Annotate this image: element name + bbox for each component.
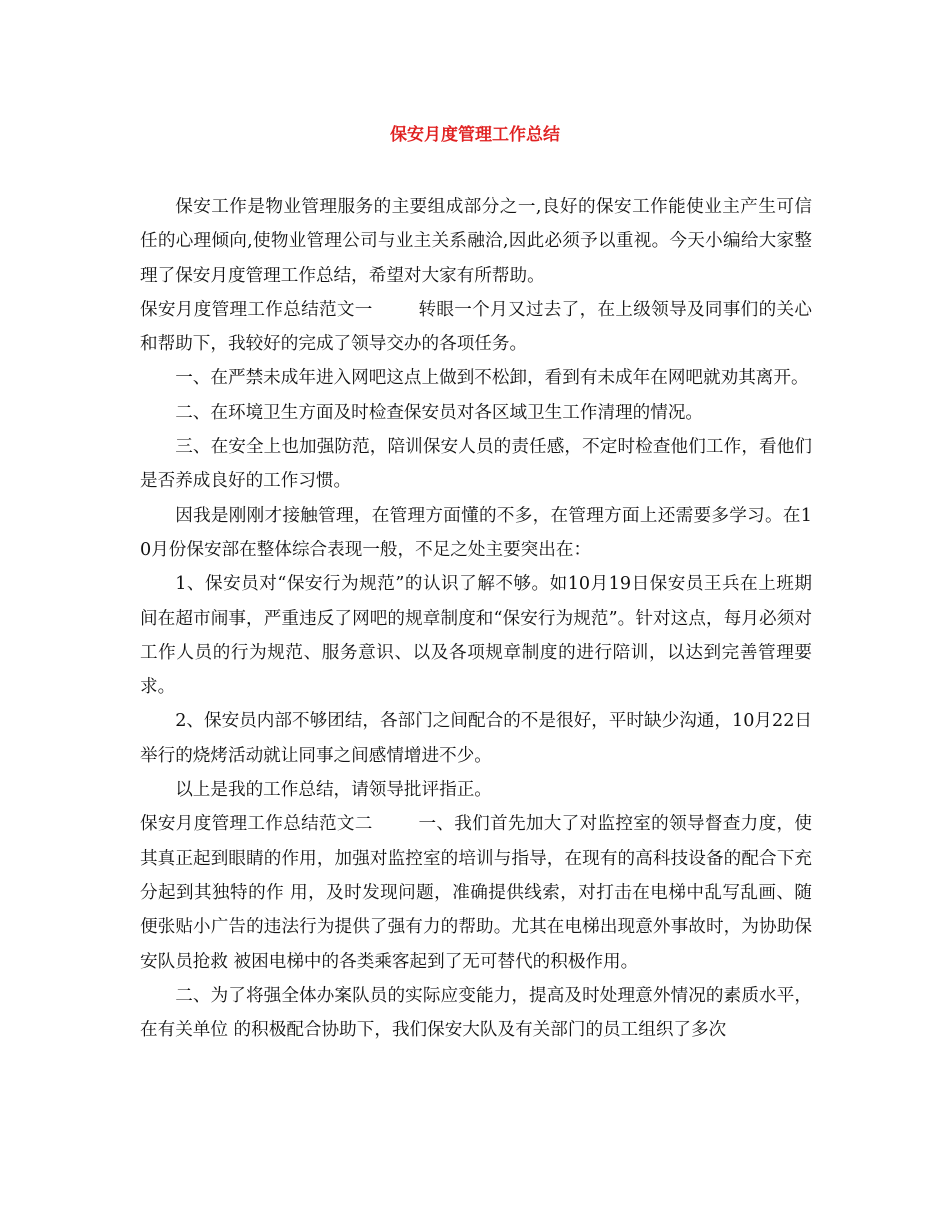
paragraph-item-3: 三、在安全上也加强防范，陪训保安人员的责任感，不定时检查他们工作，看他们是否养成良好的工作习惯。 (140, 437, 812, 492)
paragraph-issue-1: 1、保安员对“保安行为规范”的认识了解不够。如10月19日保安员王兵在上班期间在超市闹事，严重违反了网吧的规章制度和“保安行为规范”。针对这点，每月必须对工作人员的行为规范、服务意识、以及各项规章制度的进行陪训，以达到完善管理要求。 (140, 574, 812, 698)
paragraph-issue-2: 2、保安员内部不够团结，各部门之间配合的不是很好，平时缺少沟通，10月22日举行的烧烤活动就让同事之间感情增进不少。 (140, 711, 812, 766)
document-title: 保安月度管理工作总结 (390, 125, 560, 145)
paragraph-closing: 以上是我的工作总结，请领导批评指正。 (175, 780, 492, 801)
document-body (140, 190, 812, 1047)
paragraph-reflection: 因我是刚刚才接触管理，在管理方面懂的不多，在管理方面上还需要多学习。在10月份保安部在整体综合表现一般，不足之处主要突出在： (140, 505, 812, 560)
sample-one-text: 转眼一个月又过去了，在上级领导及同事们的关心和帮助下，我较好的完成了领导交办的各项任务。 (140, 299, 812, 355)
paragraph-intro: 保安工作是物业管理服务的主要组成部分之一,良好的保安工作能使业主产生可信任的心理倾向,使物业管理公司与业主关系融洽,因此必须予以重视。今天小编给大家整理了保安月度管理工作总结，希望对大家有所帮助。 (140, 197, 812, 286)
paragraph-item-1: 一、在严禁未成年进入网吧这点上做到不松卸，看到有未成年在网吧就劝其离开。 (175, 368, 809, 389)
paragraph-item-2: 二、在环境卫生方面及时检查保安员对各区域卫生工作清理的情况。 (175, 402, 704, 423)
paragraph-sample-two (140, 807, 812, 978)
sample-one-heading: 保安月度管理工作总结范文一 (140, 299, 373, 320)
sample-two-heading: 保安月度管理工作总结范文二 (140, 814, 373, 835)
paragraph-sample-one (140, 293, 812, 362)
sample-two-text: 一、我们首先加大了对监控室的领导督查力度，使其真正起到眼睛的作用，加强对监控室的培训与指导，在现有的高科技设备的配合下充分起到其独特的作 用，及时发现问题，准确提供线索，对打击在电梯中乱写乱画、随便张贴小广告的违法行为提供了强有力的帮助。尤其在电梯出现意外事故时，为协助保安队员抢救 被困电梯中的各类乘客起到了无可替代的积极作用。 (140, 814, 812, 972)
paragraph-sample-two-item-2: 二、为了将强全体办案队员的实际应变能力，提高及时处理意外情况的素质水平，在有关单位 的积极配合协助下，我们保安大队及有关部门的员工组织了多次 (140, 985, 812, 1041)
